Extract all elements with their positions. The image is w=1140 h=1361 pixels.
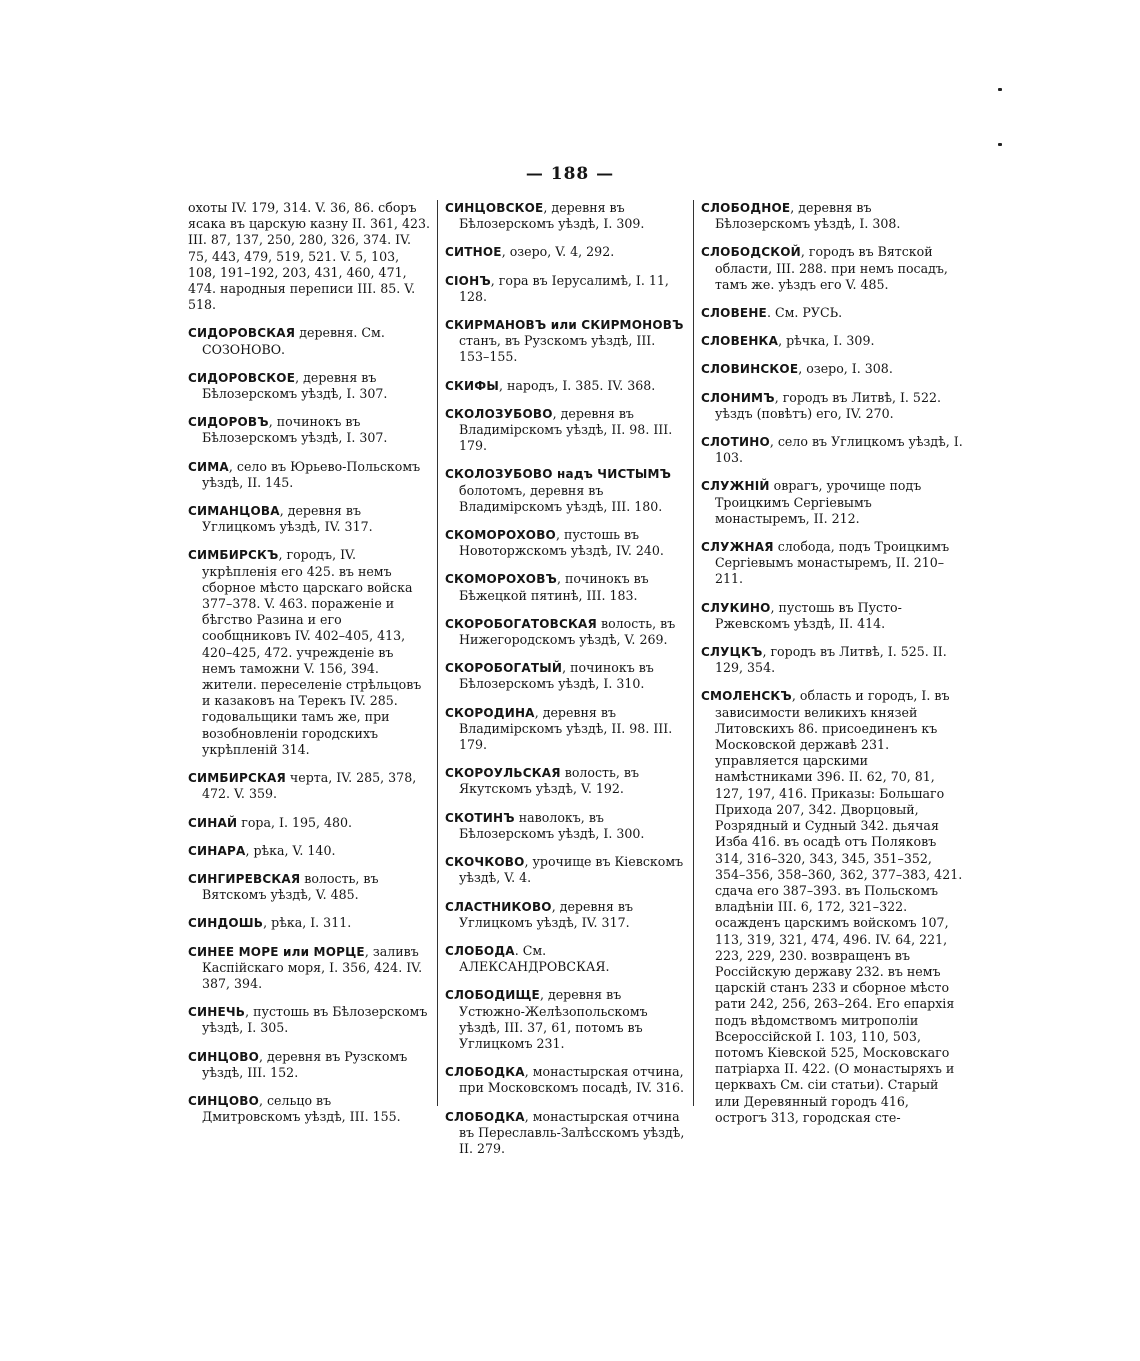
entry-headword: СКОМОРОХОВО (445, 528, 556, 543)
column-divider (437, 200, 438, 1106)
entry-headword: СЛУКИНО (701, 600, 771, 615)
entry-text: охоты IV. 179, 314. V. 36, 86. сборъ ясака въ царскую казну II. 361, 423. III. 87, 137, 250, 280, 326, 374. IV. 75, 443, 479, 519, 521. V. 5, 103, 108, 191–192, 203, 431, 460, 471, 474. народныя переписи III. 85. V. 518. (188, 200, 431, 313)
entry-headword: СЛОБОДКА (445, 1109, 525, 1124)
index-entry (188, 944, 431, 993)
page-number: — 188 — (525, 164, 615, 184)
entry-text: , городъ въ Литвѣ, I. 525. II. 129, 354. (715, 644, 947, 676)
entry-text: , пустошь въ Пусто-Ржевскомъ уѣздѣ, II. 414. (715, 599, 902, 631)
entry-headword: СИМБИРСКАЯ (188, 771, 286, 786)
entry-headword: СИДОРОВСКАЯ (188, 326, 296, 341)
index-entry (701, 539, 963, 588)
entry-text: , заливъ Каспійскаго моря, I. 356, 424. IV. 387, 394. (202, 943, 423, 991)
index-entry (701, 434, 963, 466)
index-entry (445, 616, 688, 648)
entry-text: , деревня въ Бѣлозерскомъ уѣздѣ, I. 307. (202, 369, 388, 402)
entry-text: слобода, подъ Троицкимъ Сергіевымъ монастыремъ, II. 210–211. (715, 539, 950, 587)
entry-headword: СИНАРА (188, 843, 246, 858)
entry-headword: СКОЧКОВО (445, 855, 525, 870)
entry-text: , сельцо въ Дмитровскомъ уѣздѣ, III. 155. (202, 1092, 401, 1125)
entry-headword: СЛОВИНСКОЕ (701, 362, 799, 377)
entry-text: , городъ въ Литвѣ, I. 522. уѣздъ (повѣтъ) его, IV. 270. (715, 389, 941, 421)
entry-headword: СИТНОЕ (445, 245, 502, 260)
column-divider (693, 200, 694, 1106)
entry-text: оврагъ, урочище подъ Троицкимъ Сергіевымъ монастыремъ, II. 212. (715, 478, 922, 526)
entry-headword: СЛОБОДА (445, 943, 515, 958)
index-entry (445, 1064, 688, 1096)
entry-headword: СЛОБОДКА (445, 1065, 525, 1080)
index-entry (701, 305, 963, 321)
entry-text: станъ, въ Рузскомъ уѣздѣ, III. 153–155. (459, 333, 656, 365)
entry-text: , починокъ въ Бѣлозерскомъ уѣздѣ, I. 310. (459, 660, 654, 692)
entry-text: , рѣчка, I. 309. (778, 333, 875, 349)
index-entry (445, 317, 688, 366)
entry-text: , село въ Юрьево-Польскомъ уѣздѣ, II. 145. (202, 458, 421, 490)
entry-headword: СЛОНИМЪ (701, 390, 775, 405)
entry-headword: СЛОВЕНКА (701, 334, 779, 349)
entry-headword: СИНЕЧЬ (188, 1005, 246, 1020)
index-entry (701, 244, 963, 293)
entry-text: , деревня въ Углицкомъ уѣздѣ, IV. 317. (459, 898, 633, 930)
entry-text: , урочище въ Кіевскомъ уѣздѣ, V. 4. (459, 854, 684, 886)
entry-headword: СИНДОШЬ (188, 916, 264, 931)
entry-text: , деревня въ Владимірскомъ уѣздѣ, II. 98. III. 179. (459, 405, 673, 454)
index-entry (188, 915, 431, 931)
index-entry (701, 688, 963, 1125)
entry-text: , рѣка, V. 140. (245, 842, 336, 858)
index-entry (188, 770, 431, 802)
entry-text: , озеро, I. 308. (798, 361, 893, 377)
index-entry (188, 815, 431, 831)
entry-headword: СКИРМАНОВЪ или СКИРМОНОВЪ (445, 318, 684, 333)
entry-headword: СИНЕЕ МОРЕ или МОРЦЕ (188, 944, 365, 959)
index-entry (188, 1093, 431, 1125)
entry-text: , монастырская отчина, при Московскомъ посадѣ, IV. 316. (459, 1064, 685, 1096)
entry-text: , народъ, I. 385. IV. 368. (499, 377, 656, 393)
entry-text: . См. АЛЕКСАНДРОВСКАЯ. (459, 942, 610, 975)
entry-headword: СИМБИРСКЪ (188, 548, 279, 563)
index-entry (188, 200, 431, 313)
entry-text: , починокъ въ Бѣлозерскомъ уѣздѣ, I. 307. (202, 414, 388, 446)
entry-headword: СЛОТИНО (701, 435, 770, 450)
entry-text: волость, въ Вятскомъ уѣздѣ, V. 485. (202, 870, 379, 903)
entry-text: , починокъ въ Бѣжецкой пятинѣ, III. 183. (459, 571, 649, 603)
index-entry (188, 871, 431, 903)
index-entry (445, 466, 688, 515)
index-entry (445, 660, 688, 692)
entry-text: гора, I. 195, 480. (237, 814, 353, 830)
entry-headword: СЛОВЕНЕ (701, 306, 767, 321)
entry-headword: СКОЛОЗУБОВО (445, 406, 553, 421)
entry-text: , деревня въ Бѣлозерскомъ уѣздѣ, I. 309. (459, 200, 645, 232)
scan-speck (998, 88, 1002, 91)
index-entry (701, 644, 963, 676)
index-entry (188, 459, 431, 491)
entry-headword: СІОНЪ (445, 273, 491, 288)
entry-headword: СИНАЙ (188, 815, 238, 830)
index-entry (701, 200, 963, 232)
index-entry (188, 325, 431, 357)
entry-text: , городъ, IV. укрѣпленія его 425. въ немъ сборное мѣсто царскаго войска 377–378. V. 463. пораженіе и бѣгство Разина и его сообщниковъ IV. 402–405, 413, 420–425, 472. учрежденіе въ немъ таможни V. 156, 394. жители. переселеніе стрѣльцовъ и казаковъ на Терекъ IV. 285. годовальщики тамъ же, при возобновленіи городскихъ укрѣпленій 314. (202, 547, 422, 757)
index-entry (701, 390, 963, 422)
index-entry (188, 503, 431, 535)
entry-headword: СИДОРОВСКОЕ (188, 370, 296, 385)
index-entry (188, 1049, 431, 1081)
index-entry (188, 1004, 431, 1036)
entry-text: , городъ въ Вятской области, III. 288. при немъ посадъ, тамъ же. уѣздъ его V. 485. (715, 244, 948, 292)
entry-text: , гора въ Іерусалимѣ, I. 11, 128. (459, 272, 669, 304)
entry-text: деревня. См. СОЗОНОВО. (202, 325, 385, 357)
entry-headword: СЛОБОДИЩЕ (445, 988, 540, 1003)
index-entry (445, 765, 688, 797)
entry-text: , монастырская отчина въ Переславль-Залѣсскомъ уѣздѣ, II. 279. (459, 1108, 685, 1156)
index-entry (445, 810, 688, 842)
index-entry (445, 273, 688, 305)
index-entry (445, 527, 688, 559)
entry-text: волость, въ Якутскомъ уѣздѣ, V. 192. (459, 765, 639, 797)
entry-headword: СИМА (188, 459, 229, 474)
entry-text: . См. РУСЬ. (766, 305, 843, 321)
entry-headword: СЛУЖНАЯ (701, 540, 774, 555)
index-entry (445, 378, 688, 394)
index-entry (188, 843, 431, 859)
entry-headword: СЛУЦКЪ (701, 645, 763, 660)
entry-text: , пустошь въ Новоторжскомъ уѣздѣ, IV. 240. (459, 527, 664, 559)
index-column-2 (445, 200, 688, 1169)
index-entry (701, 478, 963, 527)
entry-headword: СИНЦОВО (188, 1049, 259, 1064)
entry-text: , озеро, V. 4, 292. (501, 244, 615, 260)
entry-text: , деревня въ Устюжно-Желѣзопольскомъ уѣздѣ, III. 37, 61, потомъ въ Углицкомъ 231. (459, 987, 648, 1051)
entry-text: , область и городъ, I. въ зависимости великихъ князей Литовскихъ 86. присоединенъ къ Московской державѣ 231. управляется царскими намѣстниками 396. II. 62, 70, 81, 127, 197, 416. Приказы: Большаго Прихода 207, 342. Дворцовый, Розрядный и Судный 342. дьячая Изба 416. въ осадѣ отъ Поляковъ 314, 316–320, 343, 345, 351–352, 354–356, 358–360, 362, 377–383, 421. сдача его 387–393. въ Польскомъ владѣніи III. 6, 172, 321–322. осажденъ царскимъ войскомъ 107, 113, 319, 321, 474, 496. IV. 64, 221, 223, 229, 230. возвращенъ въ Россійскую державу 232. въ немъ царскій станъ 233 и сборное мѣсто рати 242, 256, 263–264. Его епархія подъ вѣдомствомъ митрополіи Всероссійской I. 103, 110, 503, потомъ Кіевской 525, Московскаго патріарха II. 422. (О монастыряхъ и церквахъ См. сіи статьи). Старый или Деревянный городъ 416, острогъ 313, городская сте- (715, 688, 963, 1125)
index-entry (445, 854, 688, 886)
index-entry (701, 333, 963, 349)
index-entry (445, 244, 688, 260)
entry-headword: СКОЛОЗУБОВО надъ ЧИСТЫМЪ (445, 467, 672, 482)
index-entry (445, 943, 688, 975)
entry-headword: СКОРОУЛЬСКАЯ (445, 766, 561, 781)
entry-text: черта, IV. 285, 378, 472. V. 359. (202, 770, 417, 802)
scan-speck (998, 143, 1002, 146)
entry-headword: СЛАСТНИКОВО (445, 899, 552, 914)
entry-headword: СИМАНЦОВА (188, 504, 280, 519)
entry-text: , деревня въ Бѣлозерскомъ уѣздѣ, I. 308. (715, 200, 901, 232)
entry-headword: СКОТИНЪ (445, 810, 515, 825)
entry-text: наволокъ, въ Бѣлозерскомъ уѣздѣ, I. 300. (459, 809, 645, 841)
entry-headword: СИНЦОВСКОЕ (445, 201, 544, 215)
entry-text: волость, въ Нижегородскомъ уѣздѣ, V. 269. (459, 615, 676, 648)
entry-headword: СЛОБОДСКОЙ (701, 245, 801, 260)
index-entry (445, 200, 688, 232)
entry-text: , рѣка, I. 311. (263, 915, 352, 931)
entry-headword: СКОРОБОГАТОВСКАЯ (445, 616, 597, 631)
entry-headword: СКОМОРОХОВЪ (445, 572, 558, 587)
index-entry (701, 600, 963, 632)
entry-headword: СЛОБОДНОЕ (701, 201, 791, 215)
entry-headword: СИНГИРЕВСКАЯ (188, 871, 301, 886)
entry-text: , деревня въ Углицкомъ уѣздѣ, IV. 317. (202, 503, 373, 535)
entry-text: болотомъ, деревня въ Владимірскомъ уѣздѣ, III. 180. (459, 482, 663, 514)
index-entry (188, 370, 431, 402)
entry-text: , село въ Углицкомъ уѣздѣ, I. 103. (715, 434, 963, 466)
index-entry (445, 705, 688, 754)
entry-headword: СЛУЖНІЙ (701, 479, 770, 494)
entry-headword: СКОРОДИНА (445, 705, 535, 720)
entry-headword: СИДОРОВЪ (188, 415, 269, 430)
index-entry (445, 571, 688, 603)
index-entry (188, 547, 431, 758)
index-entry (445, 899, 688, 931)
entry-headword: СКОРОБОГАТЫЙ (445, 661, 563, 676)
entry-headword: СМОЛЕНСКЪ (701, 689, 792, 704)
index-entry (445, 987, 688, 1052)
index-entry (445, 406, 688, 455)
index-entry (445, 1109, 688, 1158)
index-entry (188, 414, 431, 446)
index-entry (701, 361, 963, 377)
entry-headword: СКИФЫ (445, 378, 499, 393)
entry-text: , деревня въ Владимірскомъ уѣздѣ, II. 98. III. 179. (459, 704, 673, 753)
entry-text: , деревня въ Рузскомъ уѣздѣ, III. 152. (202, 1048, 408, 1080)
index-column-1 (188, 200, 431, 1137)
entry-text: , пустошь въ Бѣлозерскомъ уѣздѣ, I. 305. (202, 1004, 428, 1036)
index-column-3 (701, 200, 963, 1138)
entry-headword: СИНЦОВО (188, 1093, 259, 1108)
